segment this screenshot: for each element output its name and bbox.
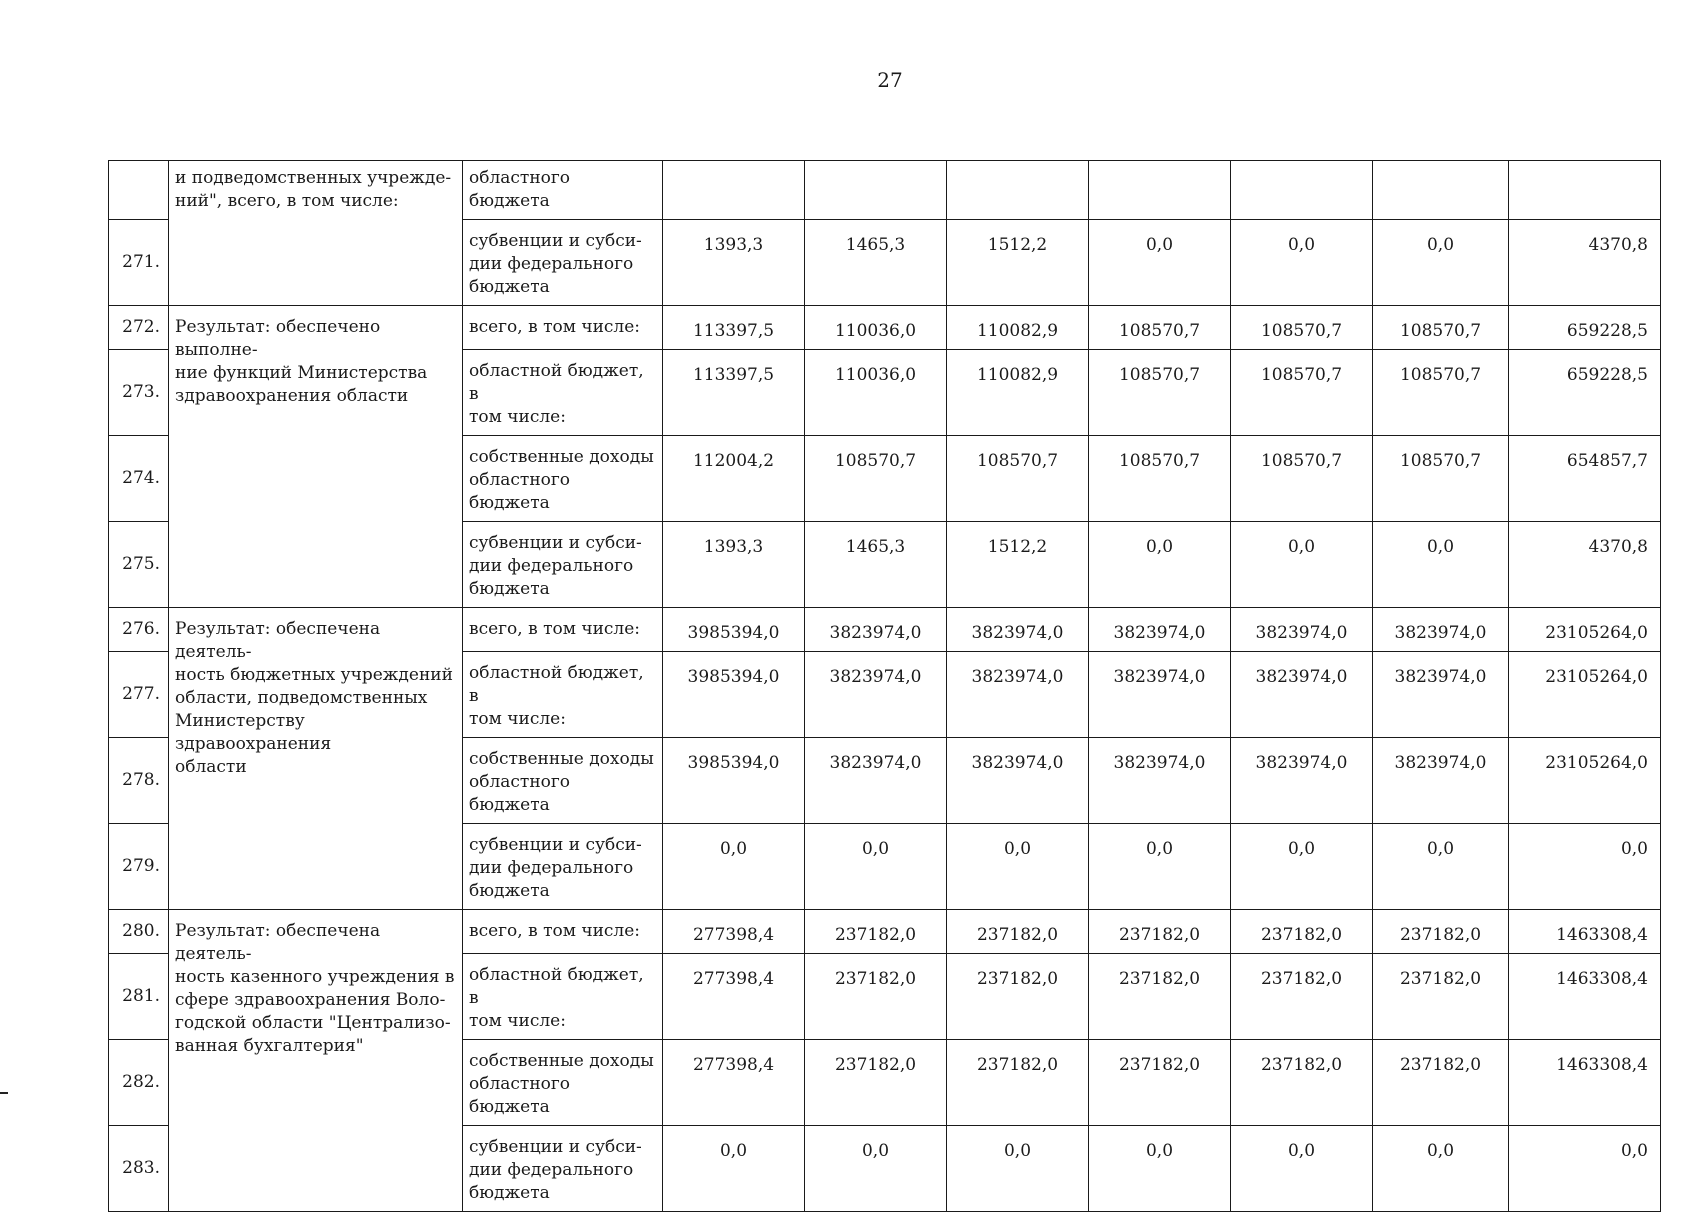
row-number: 272. bbox=[109, 306, 169, 350]
value-cell: 0,0 bbox=[1231, 522, 1373, 608]
value-cell: 3823974,0 bbox=[1231, 738, 1373, 824]
value-cell: 110036,0 bbox=[805, 350, 947, 436]
funding-source: областной бюджет, в том числе: bbox=[463, 954, 663, 1040]
value-cell: 0,0 bbox=[947, 1126, 1089, 1212]
value-cell: 3823974,0 bbox=[947, 608, 1089, 652]
value-cell: 108570,7 bbox=[1231, 306, 1373, 350]
value-cell: 3823974,0 bbox=[1231, 608, 1373, 652]
value-cell: 3985394,0 bbox=[663, 652, 805, 738]
funding-source: всего, в том числе: bbox=[463, 306, 663, 350]
row-number: 278. bbox=[109, 738, 169, 824]
value-cell: 4370,8 bbox=[1509, 522, 1661, 608]
value-cell: 108570,7 bbox=[1373, 350, 1509, 436]
funding-source: областной бюджет, в том числе: bbox=[463, 652, 663, 738]
value-cell: 237182,0 bbox=[1373, 1040, 1509, 1126]
value-cell bbox=[1509, 161, 1661, 220]
value-cell: 1512,2 bbox=[947, 220, 1089, 306]
row-number: 280. bbox=[109, 910, 169, 954]
value-cell: 108570,7 bbox=[1373, 436, 1509, 522]
value-cell: 108570,7 bbox=[1089, 436, 1231, 522]
value-cell: 0,0 bbox=[663, 1126, 805, 1212]
funding-source: субвенции и субси- дии федерального бюджета bbox=[463, 522, 663, 608]
table-row bbox=[109, 910, 1661, 954]
value-cell: 0,0 bbox=[1231, 220, 1373, 306]
value-cell: 0,0 bbox=[1089, 220, 1231, 306]
value-cell: 0,0 bbox=[663, 824, 805, 910]
value-cell: 0,0 bbox=[1373, 220, 1509, 306]
value-cell: 659228,5 bbox=[1509, 306, 1661, 350]
value-cell: 0,0 bbox=[1089, 522, 1231, 608]
value-cell: 277398,4 bbox=[663, 910, 805, 954]
page-number: 27 bbox=[877, 68, 903, 92]
value-cell bbox=[805, 161, 947, 220]
value-cell: 112004,2 bbox=[663, 436, 805, 522]
row-number: 283. bbox=[109, 1126, 169, 1212]
value-cell: 3823974,0 bbox=[947, 652, 1089, 738]
value-cell: 0,0 bbox=[1509, 1126, 1661, 1212]
value-cell: 3823974,0 bbox=[1231, 652, 1373, 738]
row-number: 274. bbox=[109, 436, 169, 522]
value-cell: 277398,4 bbox=[663, 1040, 805, 1126]
row-number: 282. bbox=[109, 1040, 169, 1126]
value-cell: 3823974,0 bbox=[1373, 608, 1509, 652]
value-cell: 1463308,4 bbox=[1509, 954, 1661, 1040]
row-number: 271. bbox=[109, 220, 169, 306]
value-cell: 237182,0 bbox=[947, 954, 1089, 1040]
value-cell: 3823974,0 bbox=[805, 738, 947, 824]
value-cell: 1512,2 bbox=[947, 522, 1089, 608]
row-number: 279. bbox=[109, 824, 169, 910]
value-cell: 3823974,0 bbox=[947, 738, 1089, 824]
value-cell: 0,0 bbox=[805, 1126, 947, 1212]
value-cell bbox=[947, 161, 1089, 220]
table-row bbox=[109, 161, 1661, 220]
value-cell: 23105264,0 bbox=[1509, 652, 1661, 738]
row-description: Результат: обеспечена деятель- ность бюджетных учреждений области, подведомственных Министерству здравоохранения области bbox=[169, 608, 463, 910]
value-cell bbox=[663, 161, 805, 220]
row-description: Результат: обеспечена деятель- ность казенного учреждения в сфере здравоохранения Воло- годской области "Централизо- ванная бухгалтерия" bbox=[169, 910, 463, 1212]
value-cell: 1463308,4 bbox=[1509, 910, 1661, 954]
value-cell: 237182,0 bbox=[1231, 910, 1373, 954]
value-cell bbox=[1089, 161, 1231, 220]
funding-source: собственные доходы областного бюджета bbox=[463, 1040, 663, 1126]
value-cell: 237182,0 bbox=[1373, 910, 1509, 954]
value-cell: 0,0 bbox=[1373, 522, 1509, 608]
value-cell: 3985394,0 bbox=[663, 608, 805, 652]
value-cell bbox=[1373, 161, 1509, 220]
value-cell: 3823974,0 bbox=[1373, 738, 1509, 824]
value-cell: 4370,8 bbox=[1509, 220, 1661, 306]
funding-source: субвенции и субси- дии федерального бюджета bbox=[463, 1126, 663, 1212]
value-cell: 0,0 bbox=[1231, 824, 1373, 910]
value-cell: 108570,7 bbox=[1231, 350, 1373, 436]
value-cell: 23105264,0 bbox=[1509, 608, 1661, 652]
value-cell: 1393,3 bbox=[663, 522, 805, 608]
value-cell: 659228,5 bbox=[1509, 350, 1661, 436]
value-cell bbox=[1231, 161, 1373, 220]
value-cell: 108570,7 bbox=[1231, 436, 1373, 522]
value-cell: 3823974,0 bbox=[805, 608, 947, 652]
value-cell: 113397,5 bbox=[663, 350, 805, 436]
value-cell: 0,0 bbox=[1089, 824, 1231, 910]
budget-table bbox=[108, 160, 1661, 1212]
value-cell: 654857,7 bbox=[1509, 436, 1661, 522]
row-number: 277. bbox=[109, 652, 169, 738]
funding-source: собственные доходы областного бюджета bbox=[463, 738, 663, 824]
value-cell: 0,0 bbox=[1373, 1126, 1509, 1212]
value-cell: 1393,3 bbox=[663, 220, 805, 306]
funding-source: областного бюджета bbox=[463, 161, 663, 220]
value-cell: 0,0 bbox=[1373, 824, 1509, 910]
table-row bbox=[109, 608, 1661, 652]
value-cell: 237182,0 bbox=[805, 954, 947, 1040]
value-cell: 108570,7 bbox=[1089, 306, 1231, 350]
row-number bbox=[109, 161, 169, 220]
value-cell: 237182,0 bbox=[1231, 1040, 1373, 1126]
value-cell: 237182,0 bbox=[1089, 910, 1231, 954]
funding-source: субвенции и субси- дии федерального бюджета bbox=[463, 824, 663, 910]
value-cell: 0,0 bbox=[947, 824, 1089, 910]
row-number: 275. bbox=[109, 522, 169, 608]
value-cell: 23105264,0 bbox=[1509, 738, 1661, 824]
value-cell: 108570,7 bbox=[1089, 350, 1231, 436]
value-cell: 237182,0 bbox=[805, 910, 947, 954]
table-row bbox=[109, 306, 1661, 350]
value-cell: 3823974,0 bbox=[1373, 652, 1509, 738]
value-cell: 0,0 bbox=[1509, 824, 1661, 910]
value-cell: 237182,0 bbox=[1089, 1040, 1231, 1126]
value-cell: 3823974,0 bbox=[1089, 652, 1231, 738]
row-number: 281. bbox=[109, 954, 169, 1040]
value-cell: 3823974,0 bbox=[805, 652, 947, 738]
value-cell: 237182,0 bbox=[947, 910, 1089, 954]
value-cell: 1465,3 bbox=[805, 220, 947, 306]
funding-source: всего, в том числе: bbox=[463, 608, 663, 652]
margin-mark bbox=[0, 1092, 8, 1094]
row-description: Результат: обеспечено выполне- ние функций Министерства здравоохранения области bbox=[169, 306, 463, 608]
value-cell: 0,0 bbox=[805, 824, 947, 910]
value-cell: 3985394,0 bbox=[663, 738, 805, 824]
value-cell: 108570,7 bbox=[947, 436, 1089, 522]
funding-source: субвенции и субси- дии федерального бюджета bbox=[463, 220, 663, 306]
value-cell: 1465,3 bbox=[805, 522, 947, 608]
row-number: 276. bbox=[109, 608, 169, 652]
value-cell: 110036,0 bbox=[805, 306, 947, 350]
row-description: и подведомственных учрежде- ний", всего, в том числе: bbox=[169, 161, 463, 306]
value-cell: 237182,0 bbox=[947, 1040, 1089, 1126]
value-cell: 110082,9 bbox=[947, 350, 1089, 436]
row-number: 273. bbox=[109, 350, 169, 436]
value-cell: 108570,7 bbox=[805, 436, 947, 522]
value-cell: 277398,4 bbox=[663, 954, 805, 1040]
funding-source: собственные доходы областного бюджета bbox=[463, 436, 663, 522]
funding-source: всего, в том числе: bbox=[463, 910, 663, 954]
value-cell: 110082,9 bbox=[947, 306, 1089, 350]
value-cell: 237182,0 bbox=[1373, 954, 1509, 1040]
value-cell: 1463308,4 bbox=[1509, 1040, 1661, 1126]
value-cell: 237182,0 bbox=[1231, 954, 1373, 1040]
value-cell: 108570,7 bbox=[1373, 306, 1509, 350]
value-cell: 3823974,0 bbox=[1089, 608, 1231, 652]
value-cell: 113397,5 bbox=[663, 306, 805, 350]
value-cell: 3823974,0 bbox=[1089, 738, 1231, 824]
funding-source: областной бюджет, в том числе: bbox=[463, 350, 663, 436]
value-cell: 0,0 bbox=[1089, 1126, 1231, 1212]
value-cell: 237182,0 bbox=[805, 1040, 947, 1126]
value-cell: 0,0 bbox=[1231, 1126, 1373, 1212]
value-cell: 237182,0 bbox=[1089, 954, 1231, 1040]
